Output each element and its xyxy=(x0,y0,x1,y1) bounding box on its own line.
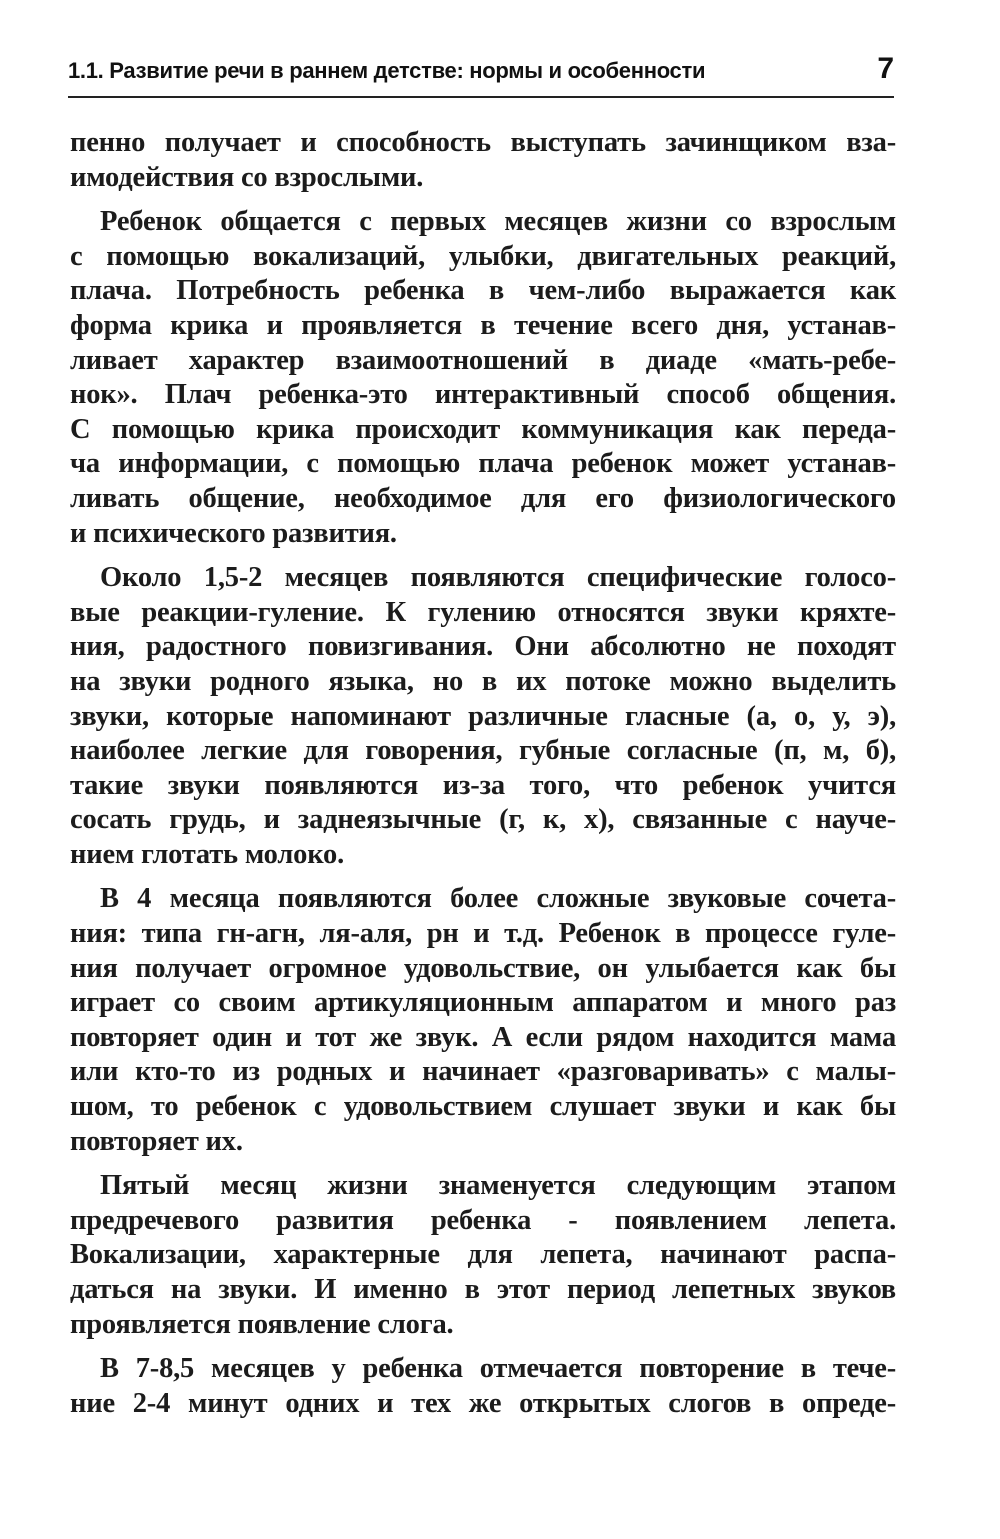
text-line: пенно получает и способность выступать зачинщиком вза- xyxy=(70,127,896,158)
text-line: с помощью вокализаций, улыбки, двигательных реакций, xyxy=(70,240,896,272)
text-line: наиболее легкие для говорения, губные согласные (п, м, б), xyxy=(70,735,896,767)
text-line: ливать общение, необходимое для его физиологического xyxy=(70,482,896,514)
text-line: имодействия со взрослыми. xyxy=(70,161,424,193)
text-line: сосать грудь, и заднеязычные (г, к, х), связанные с научe- xyxy=(70,804,896,836)
text-line: повторяет их. xyxy=(70,1125,243,1157)
text-line: шом, то ребенок с удовольствием слушает звуки и как бы xyxy=(70,1091,896,1123)
text-line: нок». Плач ребенка-это интерактивный способ общения. xyxy=(70,379,896,411)
paragraph xyxy=(70,882,896,1159)
text-line: С помощью крика происходит коммуникация как переда- xyxy=(70,413,896,445)
paragraph xyxy=(70,1352,896,1421)
text-line: или кто-то из родных и начинает «разговаривать» с малы- xyxy=(70,1056,896,1088)
text-line: Пятый месяц жизни знаменуется следующим этапом xyxy=(100,1170,896,1202)
paragraph xyxy=(70,561,896,872)
text-line: ние 2-4 минут одних и тех же открытых слогов в опреде- xyxy=(70,1387,896,1419)
text-line: предречевого развития ребенка - появлением лепета. xyxy=(70,1204,896,1236)
page-number: 7 xyxy=(877,52,894,85)
text-line: и психического развития. xyxy=(70,517,397,549)
text-line: повторяет один и тот же звук. А если рядом находится мама xyxy=(70,1021,896,1053)
paragraph xyxy=(70,1169,896,1342)
text-line: В 4 месяца появляются более сложные звуковые сочета- xyxy=(100,883,896,915)
text-line: звуки, которые напоминают различные гласные (а, о, у, э), xyxy=(70,700,896,732)
paragraph xyxy=(70,205,896,551)
text-line: проявляется появление слога. xyxy=(70,1308,454,1340)
text-line: ния получает огромное удовольствие, он улыбается как бы xyxy=(70,952,896,984)
text-line: на звуки родного языка, но в их потоке можно выделить xyxy=(70,665,896,697)
text-line: Ребенок общается с первых месяцев жизни со взрослым xyxy=(100,206,896,238)
text-line: плача. Потребность ребенка в чем-либо выражается как xyxy=(70,275,896,307)
paragraph xyxy=(70,126,896,195)
running-title: 1.1. Развитие речи в раннем детстве: нормы и особенности xyxy=(68,58,706,83)
text-line: нием глотать молоко. xyxy=(70,838,345,870)
text-line: В 7-8,5 месяцев у ребенка отмечается повторение в тече- xyxy=(100,1353,896,1385)
text-line: даться на звуки. И именно в этот период лепетных звуков xyxy=(70,1274,896,1305)
text-line: ния: типа гн-агн, ля-аля, рн и т.д. Ребенок в процессе гуле- xyxy=(70,918,896,950)
text-line: ливает характер взаимоотношений в диаде «мать-ребе- xyxy=(70,344,896,376)
text-line: форма крика и проявляется в течение всего дня, устанав- xyxy=(70,309,896,341)
running-header xyxy=(68,52,894,98)
text-line: Около 1,5-2 месяцев появляются специфические голосо- xyxy=(100,562,896,594)
text-line: такие звуки появляются из-за того, что ребенок учится xyxy=(70,769,896,801)
text-line: играет со своим артикуляционным аппаратом и много раз xyxy=(70,987,896,1019)
text-line: ча информации, с помощью плача ребенок может устанав- xyxy=(70,448,896,480)
text-line: ния, радостного повизгивания. Они абсолютно не походят xyxy=(70,631,896,663)
body-text xyxy=(70,126,896,1431)
text-line: Вокализации, характерные для лепета, начинают распа- xyxy=(70,1239,896,1271)
text-line: вые реакции-гуление. К гулению относятся звуки кряхте- xyxy=(70,596,896,628)
